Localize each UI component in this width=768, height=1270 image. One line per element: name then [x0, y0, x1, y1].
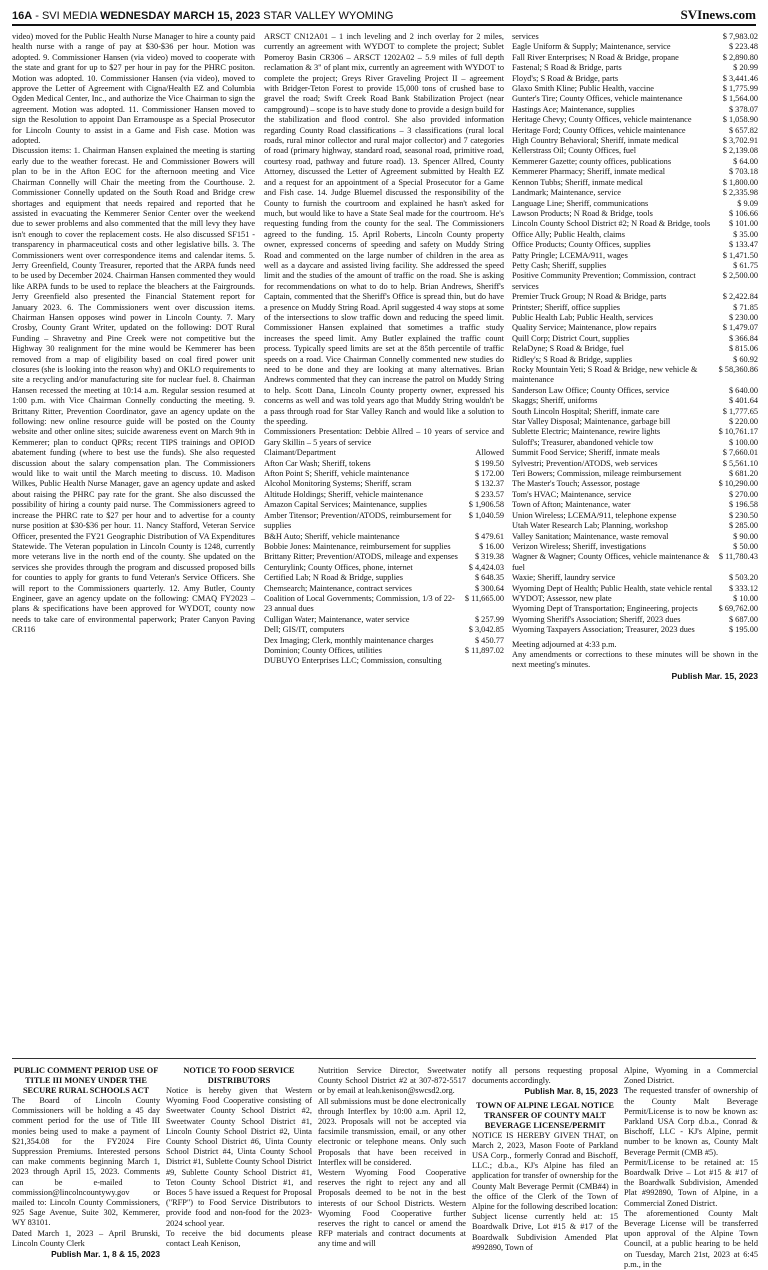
- amendments-text: Any amendments or corrections to these minutes will be shown in the next meeting's minutes.: [512, 649, 758, 670]
- claim-amount: $ 132.37: [474, 479, 504, 489]
- claim-amount: $ 20.99: [733, 63, 758, 73]
- claim-amount: $ 230.00: [728, 312, 758, 322]
- claimant-name: Fall River Enterprises; N Road & Bridge, propane: [512, 52, 679, 62]
- claim-amount: $ 50.00: [733, 541, 758, 551]
- claim-row: [264, 490, 504, 500]
- claim-amount: $ 11,780.43: [718, 552, 758, 562]
- claim-row: [512, 511, 758, 521]
- claim-amount: $ 101.00: [728, 219, 758, 229]
- claim-amount: $ 366.84: [728, 333, 758, 343]
- claim-amount: $ 35.00: [733, 229, 758, 239]
- claim-amount: $ 1,040.59: [468, 510, 504, 520]
- claimant-name: Office Products; County Offices, supplies: [512, 240, 651, 250]
- claimant-name: Eagle Uniform & Supply; Maintenance, service: [512, 42, 671, 52]
- minutes-paragraph: Discussion items: 1. Chairman Hansen explained the meeting is starting early due to the weather forecast. He and Commissioner Bowers will plan to be in the Afton EOC for the afternoon meeting and Vice Chairman Connelly will Chair the meeting from the Courthouse. 2. Commissioner Connelly updated on the South Road and Bridge crew shortages and equipment that needs repaired and reported that he assisted in evacuating the Kemmerer Senior Center over the weekend due to sewer problems and also commented that the mill levy they have isn't enough to cover the replacement costs. He also discussed SF151 - transparency in pharmaceutical costs and other legislative bills. 3. The Commissioners went over correspondence items and calendar items. 5. Jerry Greenfield, County Treasurer, reported that the ARPA funds need to be used by December 2024. Chairman Hansen commented they would like ARPA funds to be used to replace the bleachers at the Fairgrounds. Jerry Greenfield also presented the Financial Statement report for January 2023. 6. The Commissioners went over discussion items. Chairman Hansen opposes wind power in Lincoln County. 7. Mary Crosby, County Grant Writer, updated on the following: DOT Rural Funding – Shravetny and Pine Creek were not competitive but the Highway 30 realignment for the mine would be Kemmerer has been removed from a map of eligibility based on coal fired power unit closures (she is looking into the reason why) and OKLO requirements to site a recycling and/or manufacturing site for nuclear fuel. 8. Chairman Hansen recessed the meeting at 10:14 a.m. Regular session resumed at 1:00 p.m. with Vice Chairman Connelly conducting the meeting. 9. Brittany Ritter, Prevention Coordinator, gave an agency update on the following: new online resource guide will be posted on the County website and other online sites; suicide awareness event on March 9th in Kemmerer; plan to conduct QPRs; recent TIPS trainings and OPIOD abatement funding (where to best use the funds). She also requested discussion about the salary compensation plan. The Commissioners would like to wait until the March meeting to discuss. 10. Madison Wilkes, Public Health Nurse Manager, gave an agency update and asked about raising the PHRC pay rate for the grant. She also discussed the possibility of hiring a county paid nurse. The Commissioners agreed to increase the PHRC rate to $27 per hour and to advertise for a county nurse position at $30-$36 per hour. 11. Nancy Stafford, Veteran Service Officer, presented the FY21 Geographic Distribution of VA Expenditures Statewide. The Veteran population in Lincoln County is 1248, currently more veterans live in the north end of the county. She updated on the services she provides through the program and discussed proposed bills for counties to apply for grants to fund Veteran's Service Officers. She will report to the Commissioners quarterly. 12. Amy Butler, County Engineer, gave an agency update on the following: CMAQ FY2023 – plans & specifications have been approved for WYDOT, county now needs to take care of environmental paperwork; Prater Canyon Paving CR116: [12, 146, 255, 635]
- claim-row: [512, 105, 758, 115]
- claimant-name: Kemmerer Gazette; county offices, publications: [512, 156, 672, 166]
- page-header: [12, 8, 756, 26]
- claims-list: [264, 459, 504, 667]
- claim-amount: $ 1,906.58: [468, 500, 504, 510]
- claim-row: [512, 115, 758, 125]
- claim-row: [512, 230, 758, 240]
- notice-alpine: [472, 1066, 618, 1252]
- claimant-name: Skaggs; Sheriff, uniforms: [512, 396, 598, 406]
- claim-row: [512, 521, 758, 531]
- claim-row: [512, 42, 758, 52]
- claim-row: [512, 625, 758, 635]
- claimant-name: Office Ally; Public Health, claims: [512, 229, 625, 239]
- claimant-name: Union Wireless; LCEMA/911, telephone expense: [512, 510, 677, 520]
- claim-row: [512, 594, 758, 604]
- claim-row: [264, 573, 504, 583]
- claimant-name: Certified Lab; N Road & Bridge, supplies: [264, 573, 403, 583]
- claimant-name: Landmark; Maintenance, service: [512, 188, 621, 198]
- claim-amount: $ 2,500.00: [722, 271, 758, 281]
- notice-body: notify all persons requesting proposal documents accordingly.: [472, 1066, 618, 1086]
- notice-title: PUBLIC COMMENT PERIOD USE OF TITLE III MONEY UNDER THE SECURE RURAL SCHOOLS ACT: [13, 1066, 159, 1095]
- claim-amount: $ 230.50: [728, 510, 758, 520]
- claim-row: [512, 167, 758, 177]
- claim-row: [512, 188, 758, 198]
- claimant-name: Kennon Tubbs; Sheriff, inmate medical: [512, 177, 643, 187]
- claimant-name: Centurylink; County Offices, phone, internet: [264, 562, 413, 572]
- claim-row: [264, 459, 504, 469]
- claim-row: [512, 532, 758, 542]
- claim-amount: $ 196.58: [728, 500, 758, 510]
- claim-amount: $ 450.77: [474, 635, 504, 645]
- minutes-paragraph: Commissioners Presentation: Debbie Allred – 10 years of service and Gary Skillin – 5 years of service: [264, 427, 504, 447]
- claim-row: [264, 584, 504, 594]
- claimant-name: Petty Cash; Sheriff, supplies: [512, 260, 607, 270]
- claim-amount: $ 106.66: [728, 208, 758, 218]
- claim-row: [512, 552, 758, 573]
- claimant-name: Coalition of Local Governments; Commission, 1/3 of 22-23 annual dues: [264, 593, 455, 614]
- claimant-name: Public Health Lab; Public Health, services: [512, 312, 654, 322]
- claimant-name: Amber Titensor; Prevention/ATODS, reimbursement for supplies: [264, 510, 452, 531]
- claimant-name: Star Valley Disposal; Maintenance, garbage bill: [512, 417, 671, 427]
- claimant-name: Quill Corp; District Court, supplies: [512, 333, 630, 343]
- claim-row: [512, 126, 758, 136]
- claim-row: [512, 53, 758, 63]
- claimant-name: Kellerstrass Oil; County Offices, fuel: [512, 146, 637, 156]
- claim-row: [512, 396, 758, 406]
- claimant-name: WYDOT; Assessor, new plate: [512, 593, 612, 603]
- claims-header-name: Claimant/Department: [264, 448, 336, 458]
- claim-row: [512, 438, 758, 448]
- claimant-name: South Lincoln Hospital; Sheriff, inmate care: [512, 406, 660, 416]
- claim-row: [512, 469, 758, 479]
- claim-amount: $ 1,777.65: [722, 406, 758, 416]
- claim-row: [512, 94, 758, 104]
- claim-row: [512, 386, 758, 396]
- notice-subtitle: TRANSFER OF COUNTY MALT BEVERAGE LICENSE/PERMIT: [484, 1110, 606, 1130]
- claim-amount: $ 11,665.00: [464, 593, 504, 603]
- claim-row: [512, 459, 758, 469]
- claim-row: [264, 646, 504, 656]
- claim-row: [512, 251, 758, 261]
- claimant-name: The Master's Touch; Assessor, postage: [512, 479, 640, 489]
- claim-row: [512, 271, 758, 292]
- claimant-name: Sylvestri; Prevention/ATODS, web services: [512, 458, 658, 468]
- claimant-name: Bobbie Jones: Maintenance, reimbursement for supplies: [264, 541, 451, 551]
- claimant-name: Gunter's Tire; County Offices, vehicle maintenance: [512, 94, 683, 104]
- claim-row: [512, 334, 758, 344]
- claim-amount: $ 657.82: [728, 125, 758, 135]
- claim-row: [512, 479, 758, 489]
- claimant-name: Glaxo Smith Kline; Public Health, vaccine: [512, 84, 654, 94]
- claimant-name: Language Line; Sheriff, communications: [512, 198, 649, 208]
- header-left: [12, 9, 394, 23]
- claim-row: [512, 427, 758, 437]
- notice-alpine-cont: [624, 1066, 758, 1269]
- claim-row: [264, 656, 504, 666]
- claim-amount: $ 233.57: [474, 489, 504, 499]
- claimant-name: Dex Imaging; Clerk, monthly maintenance charges: [264, 635, 434, 645]
- page-number: 16A: [12, 10, 33, 22]
- claimant-name: Utah Water Research Lab; Planning, workshop: [512, 521, 668, 531]
- minutes-column-3: [512, 32, 758, 1042]
- claim-amount: $ 257.99: [474, 614, 504, 624]
- claim-row: [512, 84, 758, 94]
- site-name: SVInews.com: [680, 7, 756, 22]
- notice-title: NOTICE TO FOOD SERVICE DISTRIBUTORS: [183, 1066, 295, 1085]
- issue-date: WEDNESDAY MARCH 15, 2023: [100, 10, 261, 22]
- claim-row: [512, 542, 758, 552]
- claim-row: [264, 479, 504, 489]
- claim-amount: $ 3,702.91: [722, 136, 758, 146]
- claim-row: [512, 32, 758, 42]
- claim-amount: $ 61.75: [733, 260, 758, 270]
- outlet-name: - SVI MEDIA: [35, 10, 97, 22]
- claimant-name: Amazon Capital Services; Maintenance, supplies: [264, 500, 427, 510]
- claim-amount: $ 3,042.85: [468, 625, 504, 635]
- claim-amount: $ 10.00: [733, 593, 758, 603]
- claim-amount: $ 10,290.00: [718, 479, 758, 489]
- claim-amount: $ 1,775.99: [722, 84, 758, 94]
- claimant-name: Verizon Wireless; Sheriff, investigations: [512, 541, 646, 551]
- paper-name: STAR VALLEY WYOMING: [263, 10, 394, 22]
- claim-amount: $ 2,335.98: [722, 188, 758, 198]
- claim-row: [512, 219, 758, 229]
- claims-list: [512, 32, 758, 636]
- claim-amount: $ 11,897.02: [464, 645, 504, 655]
- claim-amount: $ 64.00: [733, 156, 758, 166]
- claimant-name: Wyoming Dept of Transportation; Engineering, projects: [512, 604, 698, 614]
- claim-row: [512, 365, 758, 386]
- claimant-name: Brittany Ritter; Prevention/ATODS, mileage and expenses: [264, 552, 458, 562]
- minutes-paragraph: ARSCT CN12A01 – 1 inch leveling and 2 inch overlay for 2 miles, currently an agreement with WYDOT to complete the project; Sublet Pomeroy Basin CR306 – ARSCT 1202A02 – 5.9 miles of full depth reclamation & 3" of plant mix, currently an agreement with WYDOT to complete the project; Greys River Graveling Project II – agreement with Bridger-Teton Forest to provide 15,000 tons of crushed base to gravel the road; Swift Creek Road Bank Stabilization Project (near campground) – scope is to have study done to provide a design build for the stabilization and flood control. She also provided information regarding County Road classifications – 3 classifications (rural local roads, rural minor collector and rural major collector) and 7 categories of road (primary highway, standard road, seasonal road, primitive road, courtesy road, pathway and future road). 13. Spencer Allred, County Attorney, discussed the Letter of Agreement submitted by Health EZ and a request for an appointment of a Special Prosecutor for a Game and Fish case. 14. Judge Bluemel discussed the responsibility of the County to furnish the courtroom and explained he hasn't asked for much, but would like to have a State Seal made for the courtroom. He's requesting funding from the county for the seal. The Commissioners agreed to the funding. 15. April Roberts, Lincoln County property owner, expressed concerns of speeding and safety on Muddy String Road and commented on the large number of children in the area as well as a daycare and assisted living facility. She addressed the speed limit and the studies of the amount of traffic on the road. She is asking for recommendations on what to do to help. Brian Andrews, Sheriff's Captain, commented that the Sheriff's Office is spread thin, but do have a presence on Muddy String Road. April suggested 4 way stops at some of the intersections to slow traffic down and reducing the speed limit. Commissioner Hansen explained that sometimes a traffic study increases the speed limit. Amy Butler explained the traffic count process. Typically speed limits are set at the 85th percentile of traffic speeds on a road. Vice Chairman Connelly commented new studies do need to be done and they are looking at many alternatives. Brian Andrews commented that they can increase the patrol on Muddy String to help. Scott Dana, Lincoln County property owner, expressed his concerns as well and was told years ago that Muddy String wouldn't be a pass through road for Star Valley Ranch and would like a solution to the speeding.: [264, 32, 504, 427]
- claimant-name: Heritage Chevy; County Offices, vehicle maintenance: [512, 115, 692, 125]
- notice-body: Alpine, Wyoming in a Commercial Zoned District.: [624, 1066, 758, 1086]
- claim-row: [264, 615, 504, 625]
- claim-row: [512, 303, 758, 313]
- notice-body: The requested transfer of ownership of the County Malt Beverage Permit/License is to now be known as: Parkland USA Corp d.b.a., Conrad & Bischoff, LLC - KJ's Alpine, permit number to be known as, County Malt Beverage Permit (CMB #5).: [624, 1086, 758, 1157]
- claim-amount: $ 69,762.00: [718, 604, 758, 614]
- claim-row: [512, 209, 758, 219]
- notice-body: Nutrition Service Director, Sweetwater County School District #2 at 307-872-5517 or by email at leah.kenison@swcsd2.org.: [318, 1066, 466, 1096]
- notice-body: The Board of Lincoln County Commissioners will be holding a 45 day comment period for the use of Title III monies being used to make a payment of $21,354.08 for the FY2024 Fire Suppression Premiums. Interested persons can make comments beginning March 1, 2023 through April 15, 2023. Comments can be e-mailed to commission@lincolncountywy.gov or mailed to: Lincoln County Commissioners, 925 Sage Avenue, Suite 302, Kemmerer, WY 83101.: [12, 1096, 160, 1228]
- claim-row: [512, 63, 758, 73]
- claimant-name: Rocky Mountain Yeti; S Road & Bridge, new vehicle & maintenance: [512, 365, 698, 385]
- claim-row: [512, 584, 758, 594]
- notice-food-service-cont: [318, 1066, 466, 1249]
- claimant-name: Dell; GIS/IT, computers: [264, 625, 345, 635]
- claimant-name: RelaDyne; S Road & Bridge, fuel: [512, 344, 624, 354]
- claim-row: [264, 625, 504, 635]
- claim-amount: $ 220.00: [728, 417, 758, 427]
- notice-dated: Dated March 1, 2023 – April Brunski, Lincoln County Clerk: [12, 1228, 160, 1248]
- claimant-name: Town of Afton; Maintenance, water: [512, 500, 631, 510]
- claim-amount: $ 7,660.01: [722, 448, 758, 458]
- claim-amount: $ 9.09: [737, 198, 758, 208]
- claim-amount: $ 2,890.80: [722, 52, 758, 62]
- notice-body: The aforementioned County Malt Beverage License will be transferred upon approval of the Alpine Town Council, at a public hearing to be held on Tuesday, March 21st, 2023 at 6:45 p.m., in the: [624, 1208, 758, 1269]
- claimant-name: Positive Community Prevention; Commission, contract services: [512, 271, 696, 291]
- notice-title-iii: [12, 1066, 160, 1260]
- claim-row: [512, 292, 758, 302]
- claim-amount: $ 2,422.84: [722, 292, 758, 302]
- claimant-name: Sanderson Law Office; County Offices, service: [512, 385, 670, 395]
- claimant-name: Chemsearch; Maintenance, contract services: [264, 583, 412, 593]
- claimant-name: Suloff's; Treasurer, abandoned vehicle tow: [512, 437, 654, 447]
- claim-row: [512, 261, 758, 271]
- claim-amount: $ 648.35: [474, 573, 504, 583]
- claim-amount: $ 195.00: [728, 625, 758, 635]
- claim-row: [512, 313, 758, 323]
- claimant-name: DUBUYO Enterprises LLC; Commission, consulting: [264, 656, 442, 666]
- claim-amount: $ 503.20: [728, 573, 758, 583]
- minutes-column-1: [12, 32, 255, 1032]
- claim-amount: $ 1,800.00: [722, 177, 758, 187]
- claim-row: [264, 594, 504, 615]
- claim-row: [264, 500, 504, 510]
- claim-amount: $ 223.48: [728, 42, 758, 52]
- claim-amount: $ 401.64: [728, 396, 758, 406]
- claimant-name: Teri Bowers; Commission, mileage reimbursement: [512, 469, 682, 479]
- claim-amount: $ 2,139.08: [722, 146, 758, 156]
- claim-row: [512, 355, 758, 365]
- claimant-name: Wyoming Taxpayers Association; Treasurer, 2023 dues: [512, 625, 695, 635]
- notice-body: Notice is hereby given that Western Wyoming Food Cooperative consisting of Sweetwater County School District #2, Sweetwater County School District #1, Lincoln County School District #2, Uinta County School District #6, Uinta County School District #4, Uinta County School District #1, Sublette County School District #9, Sublette County School District #1, Teton County School District #1, and Boces 5 have issued a Request for Proposal ("RFP") to Food Service Distributors to provide food and non-food for the 2023-2024 school year.: [166, 1086, 312, 1228]
- claim-row: [512, 344, 758, 354]
- claim-amount: $ 270.00: [728, 489, 758, 499]
- claim-amount: $ 1,564.00: [722, 94, 758, 104]
- claimant-name: Kemmerer Pharmacy; Sheriff, inmate medical: [512, 167, 666, 177]
- claimant-name: Afton Point S; Sheriff, vehicle maintenance: [264, 469, 410, 479]
- claimant-name: Patty Pringle; LCEMA/911, wages: [512, 250, 628, 260]
- claim-row: [512, 199, 758, 209]
- claim-amount: $ 479.61: [474, 531, 504, 541]
- claim-row: [512, 146, 758, 156]
- claim-amount: $ 58,360.86: [718, 365, 758, 374]
- claimant-name: Waxie; Sheriff, laundry service: [512, 573, 616, 583]
- claim-row: [512, 157, 758, 167]
- claimant-name: Alcohol Monitoring Systems; Sheriff, scram: [264, 479, 412, 489]
- claimant-name: Premier Truck Group; N Road & Bridge, parts: [512, 292, 667, 302]
- adjourned-text: Meeting adjourned at 4:33 p.m.: [512, 639, 617, 649]
- claim-amount: $ 681.20: [728, 469, 758, 479]
- claimant-name: High Country Behavioral; Sheriff, inmate medical: [512, 136, 679, 146]
- claim-amount: $ 199.50: [474, 458, 504, 468]
- claim-amount: $ 815.06: [728, 344, 758, 354]
- claim-row: [512, 74, 758, 84]
- claim-amount: $ 378.07: [728, 104, 758, 114]
- claim-row: [512, 178, 758, 188]
- claimant-name: B&H Auto; Sheriff, vehicle maintenance: [264, 531, 400, 541]
- notice-food-service: [166, 1066, 312, 1249]
- claimant-name: services: [512, 32, 539, 41]
- claimant-name: Sublette Electric; Maintenance, rewire lights: [512, 427, 661, 437]
- claimant-name: Lawson Products; N Road & Bridge, tools: [512, 208, 653, 218]
- claim-amount: $ 172.00: [474, 469, 504, 479]
- claimant-name: Afton Car Wash; Sheriff, tokens: [264, 458, 371, 468]
- claim-row: [264, 469, 504, 479]
- claim-amount: $ 3,441.46: [722, 73, 758, 83]
- claim-row: [264, 636, 504, 646]
- claim-amount: $ 60.92: [733, 354, 758, 364]
- claim-amount: $ 1,471.50: [722, 250, 758, 260]
- claims-header: [264, 448, 504, 458]
- publish-line: Publish Mar. 15, 2023: [671, 670, 758, 681]
- publish-line: Publish Mar. 1, 8 & 15, 2023: [51, 1249, 160, 1260]
- claim-amount: $ 333.12: [728, 583, 758, 593]
- claim-amount: $ 10,761.17: [718, 427, 758, 437]
- claim-row: [264, 542, 504, 552]
- notice-title: TOWN OF ALPINE LEGAL NOTICE: [476, 1100, 614, 1110]
- claimant-name: Wagner & Wagner; County Offices, vehicle maintenance & fuel: [512, 552, 710, 572]
- claim-row: [512, 490, 758, 500]
- minutes-column-2: [264, 32, 504, 1032]
- claimant-name: Altitude Holdings; Sheriff, vehicle maintenance: [264, 489, 424, 499]
- claim-amount: $ 16.00: [479, 541, 504, 551]
- notice-body: NOTICE IS HEREBY GIVEN THAT, on March 2, 2023, Mason Foote of Parkland USA Corp., formerly Conrad and Bischoff, LLC.; d.b.a., KJ's Alpine has filed an application for transfer of ownership for the County Malt Beverage Permit (CMB#4) in the office of the Clerk of the Town of Alpine for the following described location: Subject license currently held at: 15 Boardwalk Drive, Lot #15 & #17 of the Boardwalk Subdivision Amended Plat #992890, Town of: [472, 1130, 618, 1252]
- claim-row: [264, 563, 504, 573]
- claimant-name: Floyd's; S Road & Bridge, parts: [512, 73, 619, 83]
- claim-amount: $ 4,424.03: [468, 562, 504, 572]
- claimant-name: Heritage Ford; County Offices, vehicle maintenance: [512, 125, 686, 135]
- claim-row: [512, 500, 758, 510]
- claim-amount: $ 640.00: [728, 385, 758, 395]
- claimant-name: Summit Food Service; Sheriff, inmate meals: [512, 448, 660, 458]
- claim-amount: $ 285.00: [728, 521, 758, 531]
- claim-amount: $ 687.00: [728, 614, 758, 624]
- claim-amount: $ 7,983.02: [722, 32, 758, 41]
- claimant-name: Hastings Ace; Maintenance, supplies: [512, 104, 635, 114]
- notice-body: Western Wyoming Food Cooperative reserves the right to reject any and all Proposals deemed to be not in the best interests of our School Districts. Western Wyoming Food Cooperative further reserves the right to cancel or amend the RFP materials and contract documents at any time and will: [318, 1168, 466, 1249]
- claim-row: [512, 604, 758, 614]
- claimant-name: Printster; Sheriff, office supplies: [512, 302, 620, 312]
- claim-row: [512, 136, 758, 146]
- notice-body: All submissions must be done electronically through Interflex by 10:00 a.m. April 12, 2023. Proposals will not be accepted via facsimile transmission, email, or any other electronic or telephone means. Only such Proposals that have been received in Interflex will be considered.: [318, 1096, 466, 1167]
- notice-body: Permit/License to be retained at: 15 Boardwalk Drive – Lot #15 & #17 of the Boardwalk Subdivision, Amended Plat #992890, Town of Alpine, in a Commercial Zoned District.: [624, 1157, 758, 1208]
- claim-amount: $ 300.64: [474, 583, 504, 593]
- claims-header-amount: Allowed: [475, 448, 504, 458]
- claim-row: [512, 240, 758, 250]
- claimant-name: Lincoln County School District #2; N Road & Bridge, tools: [512, 219, 711, 229]
- section-divider: [12, 1058, 756, 1059]
- claim-amount: $ 5,561.10: [722, 458, 758, 468]
- claimant-name: Wyoming Sheriff's Association; Sheriff, 2023 dues: [512, 614, 681, 624]
- claim-row: [512, 417, 758, 427]
- claimant-name: Culligan Water; Maintenance, water service: [264, 614, 410, 624]
- claim-row: [264, 511, 504, 532]
- claim-amount: $ 100.00: [728, 437, 758, 447]
- claim-amount: $ 133.47: [728, 240, 758, 250]
- claim-row: [512, 448, 758, 458]
- claimant-name: Wyoming Dept of Health; Public Health, state vehicle rental: [512, 583, 713, 593]
- claimant-name: Valley Sanitation; Maintenance, waste removal: [512, 531, 669, 541]
- claim-amount: $ 1,058.90: [722, 115, 758, 125]
- claim-row: [264, 552, 504, 562]
- claim-amount: $ 90.00: [733, 531, 758, 541]
- claimant-name: Fastenal; S Road & Bridge, parts: [512, 63, 622, 73]
- claimant-name: Ridley's; S Road & Bridge, supplies: [512, 354, 632, 364]
- claim-amount: $ 703.18: [728, 167, 758, 177]
- notice-body: To receive the bid documents please contact Leah Kenison,: [166, 1228, 312, 1249]
- claim-row: [512, 615, 758, 625]
- claim-row: [512, 323, 758, 333]
- publish-line: Publish Mar. 8, 15, 2023: [524, 1086, 618, 1097]
- claimant-name: Tom's HVAC; Maintenance, service: [512, 489, 632, 499]
- claimant-name: Dominion; County Offices, utilities: [264, 645, 382, 655]
- claim-amount: $ 1,479.07: [722, 323, 758, 333]
- claim-amount: $ 71.85: [733, 302, 758, 312]
- minutes-paragraph: video) moved for the Public Health Nurse Manager to hire a county paid health nurse with a range of pay at $30-$36 per hour. Motion was adopted. 9. Commissioner Hansen (via video) moved to cooperate with the state and grant for up to $27 per hour in pay for the PHRC positon. Motion was adopted. 10. Commissioner Hansen (via video), moved to approve the Letter of Agreement with Cigna/Health EZ and Columbia Ogden Medical Center, Inc., and authorize the Vice Chairman to sign the agreement. Motion was adopted. 11. Commissioner Hansen moved to sign the Resolution to appoint Dan Erramouspe as a Special Prosecutor for Lincoln County to assist in a Game and Fish case. Motion was adopted.: [12, 32, 255, 146]
- claim-row: [512, 573, 758, 583]
- claimant-name: Quality Service; Maintenance, plow repairs: [512, 323, 657, 333]
- claim-row: [264, 532, 504, 542]
- claim-amount: $ 319.38: [474, 552, 504, 562]
- claim-row: [512, 407, 758, 417]
